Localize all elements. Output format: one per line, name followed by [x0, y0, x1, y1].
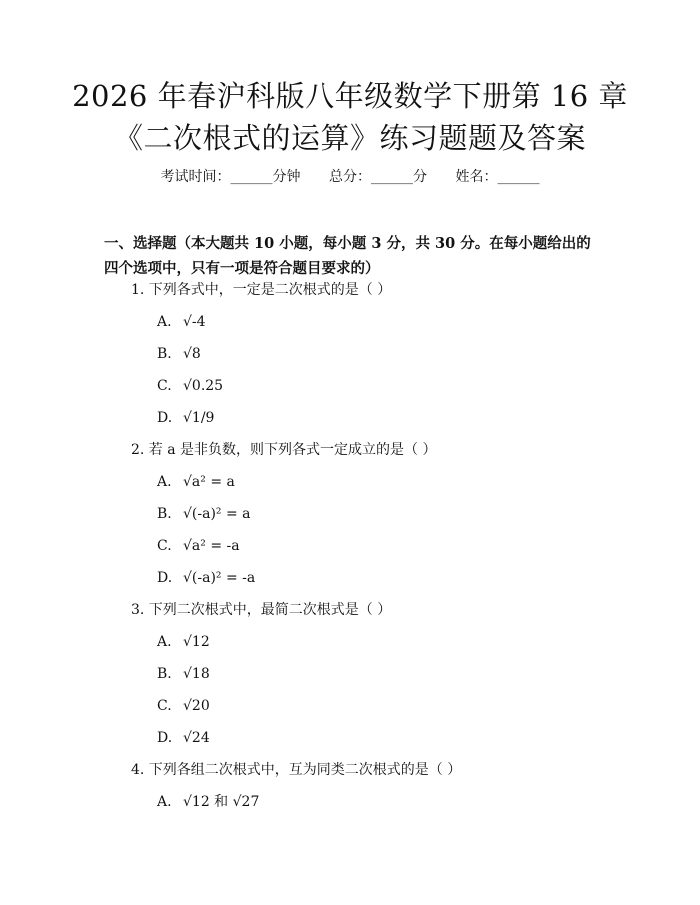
question-stem: 1. 下列各式中，一定是二次根式的是（ ）: [131, 282, 392, 298]
question-stem: 4. 下列各组二次根式中，互为同类二次根式的是（ ）: [131, 762, 462, 778]
option-letter: C.: [157, 378, 172, 394]
option-letter: D.: [157, 410, 173, 426]
question-option: [157, 631, 210, 653]
option-text: √12 和 √27: [183, 794, 260, 810]
option-text: √0.25: [183, 378, 224, 394]
option-letter: A.: [157, 634, 172, 650]
option-text: √8: [183, 346, 201, 362]
option-letter: D.: [157, 730, 173, 746]
question-option: [157, 791, 259, 813]
option-letter: A.: [157, 314, 172, 330]
question-option: [157, 343, 201, 365]
option-letter: C.: [157, 538, 172, 554]
exam-time-label: 考试时间：______分钟: [160, 169, 301, 185]
question-option: [157, 311, 206, 333]
option-letter: B.: [157, 666, 172, 682]
option-text: √(-a)² = -a: [183, 570, 256, 586]
question-option: [157, 407, 214, 429]
question-stem: 3. 下列二次根式中，最简二次根式是（ ）: [131, 602, 392, 618]
option-text: √(-a)² = a: [183, 506, 251, 522]
option-text: √a² = a: [183, 474, 235, 490]
question-option: [157, 567, 255, 589]
page-title-line1: 2026 年春沪科版八年级数学下册第 16 章: [72, 79, 628, 113]
option-text: √12: [183, 634, 210, 650]
option-letter: B.: [157, 506, 172, 522]
question-option: [157, 375, 223, 397]
option-text: √1/9: [183, 410, 215, 426]
option-letter: A.: [157, 794, 172, 810]
option-letter: C.: [157, 698, 172, 714]
option-text: √a² = -a: [183, 538, 240, 554]
question-option: [157, 727, 210, 749]
option-text: √24: [183, 730, 210, 746]
exam-meta: [0, 166, 700, 188]
option-text: √20: [183, 698, 210, 714]
question-option: [157, 471, 235, 493]
option-letter: D.: [157, 570, 173, 586]
section-heading: 一、选择题（本大题共 10 小题，每小题 3 分，共 30 分。在每小题给出的四个选项中，只有一项是符合题目要求的）: [104, 235, 591, 277]
question-option: [157, 663, 210, 685]
option-letter: B.: [157, 346, 172, 362]
exam-name-label: 姓名：______: [455, 169, 540, 185]
question-option: [157, 695, 210, 717]
question-stem: 2. 若 a 是非负数，则下列各式一定成立的是（ ）: [131, 442, 437, 458]
question-option: [157, 503, 251, 525]
page-title-line2: 《二次根式的运算》练习题题及答案: [113, 121, 586, 155]
question-option: [157, 535, 240, 557]
exam-score-label: 总分：______分: [329, 169, 427, 185]
option-text: √18: [183, 666, 210, 682]
option-text: √-4: [183, 314, 206, 330]
option-letter: A.: [157, 474, 172, 490]
